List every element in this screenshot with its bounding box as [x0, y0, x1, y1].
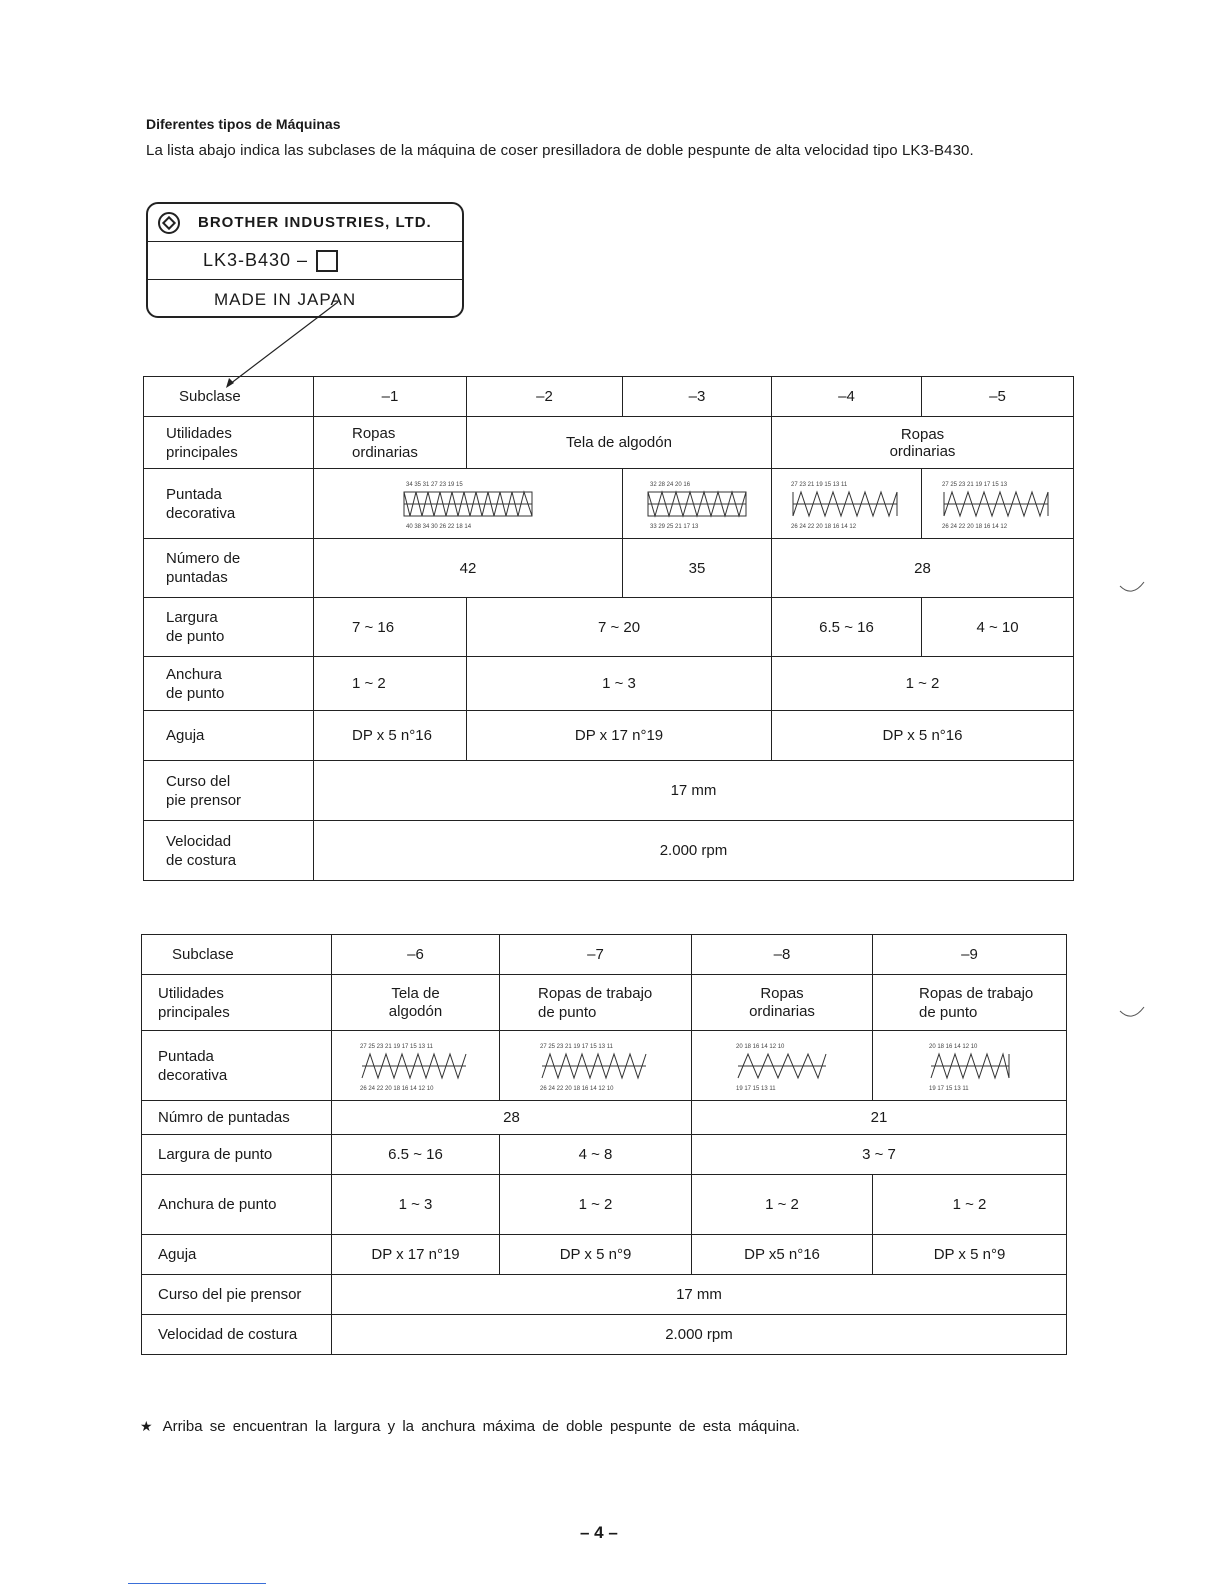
t1-label-subclase: Subclase	[144, 377, 314, 417]
t2-label-puntada-2: decorativa	[158, 1066, 228, 1084]
t2-aguja-9: DP x 5 n°9	[873, 1235, 1067, 1275]
t1-label-largura-1: Largura	[166, 609, 218, 626]
t1-util-4-line2: ordinarias	[889, 442, 956, 460]
t1-anchura-2-3: 1 ~ 3	[467, 657, 772, 711]
t2-aguja-7: DP x 5 n°9	[500, 1235, 692, 1275]
t2-aguja-8: DP x5 n°16	[692, 1235, 873, 1275]
plate-model: LK3-B430 –	[203, 250, 309, 270]
footnote	[140, 1418, 800, 1435]
svg-text:32 28 24 20 16: 32 28 24 20 16	[650, 481, 691, 488]
t2-util-9-line2: de punto	[919, 1003, 978, 1021]
t1-label-velocidad	[144, 821, 314, 881]
star-icon: ★	[140, 1418, 153, 1434]
t1-subclase-3: –3	[623, 377, 772, 417]
t1-aguja-2-3: DP x 17 n°19	[467, 711, 772, 761]
t1-label-utilidades-2: principales	[166, 443, 238, 461]
t2-util-9-line1: Ropas de trabajo	[919, 984, 1034, 1002]
t1-label-curso-1: Curso del	[166, 772, 231, 790]
t1-anchura-4-5: 1 ~ 2	[772, 657, 1074, 711]
plate-company: BROTHER INDUSTRIES, LTD.	[198, 214, 432, 231]
t1-util-1-line1: Ropas	[352, 424, 396, 442]
t1-subclase-5: –5	[922, 377, 1074, 417]
stitch-pattern-35-icon	[642, 476, 752, 532]
t2-util-8-line2: ordinarias	[749, 1002, 815, 1020]
t1-subclase-1: –1	[314, 377, 467, 417]
svg-text:20 18 16 14 12 10: 20 18 16 14 12 10	[928, 1043, 977, 1050]
t2-stitch-8	[692, 1031, 873, 1101]
t2-util-6-line2: algodón	[388, 1002, 443, 1020]
t1-stitch-1-2	[314, 469, 623, 539]
t1-label-utilidades	[144, 417, 314, 469]
t2-label-utilidades	[142, 975, 332, 1031]
bottom-link-line	[128, 1583, 266, 1584]
svg-text:34 35 31 27 23 19 15: 34 35 31 27 23 19 15	[406, 481, 463, 488]
t1-curso: 17 mm	[314, 761, 1074, 821]
t2-label-utilidades-1: Utilidades	[158, 984, 224, 1002]
svg-text:33 29 25 21 17 13: 33 29 25 21 17 13	[650, 523, 699, 530]
t1-label-velocidad-1: Velocidad	[166, 832, 232, 850]
t1-label-utilidades-1: Utilidades	[166, 424, 232, 442]
t1-label-anchura	[144, 657, 314, 711]
stitch-pattern-7-icon	[536, 1038, 656, 1094]
t2-label-subclase: Subclase	[142, 935, 332, 975]
stitch-pattern-28b-icon	[938, 476, 1058, 532]
t1-label-numero	[144, 539, 314, 598]
stitch-pattern-6-icon	[356, 1038, 476, 1094]
t1-label-velocidad-2: de costura	[166, 851, 237, 869]
subclass-table-2	[141, 934, 1067, 1355]
margin-mark-2-icon	[1118, 1005, 1148, 1025]
t1-velocidad: 2.000 rpm	[314, 821, 1074, 881]
t1-largura-4: 6.5 ~ 16	[772, 598, 922, 657]
svg-text:26 24 22 20 18 16 14 12: 26 24 22 20 18 16 14 12	[941, 523, 1007, 530]
t2-label-largura: Largura de punto	[142, 1135, 332, 1175]
t2-util-6	[332, 975, 500, 1031]
svg-text:26 24 22 20 18 16 14 12: 26 24 22 20 18 16 14 12	[790, 523, 856, 530]
intro-text: La lista abajo indica las subclases de la máquina de coser presilladora de doble pespunte de alta velocidad tipo LK3-B430.	[146, 142, 974, 159]
t1-label-puntada-1: Puntada	[166, 485, 222, 503]
t2-util-7-line2: de punto	[538, 1003, 597, 1021]
svg-text:26 24 22 20 18 16 14 12 10: 26 24 22 20 18 16 14 12 10	[359, 1085, 433, 1092]
t1-stitch-4	[772, 469, 922, 539]
t1-label-puntada	[144, 469, 314, 539]
svg-text:26 24 22 20 18 16 14 12 10: 26 24 22 20 18 16 14 12 10	[539, 1085, 613, 1092]
t2-numero-8-9: 21	[692, 1101, 1067, 1135]
t2-stitch-6	[332, 1031, 500, 1101]
t2-largura-8-9: 3 ~ 7	[692, 1135, 1067, 1175]
svg-text:27 25 23 21 19 17 15 13 11: 27 25 23 21 19 17 15 13 11	[539, 1043, 613, 1050]
t2-label-numero: Númro de puntadas	[142, 1101, 332, 1135]
t2-aguja-6: DP x 17 n°19	[332, 1235, 500, 1275]
stitch-pattern-8-icon	[732, 1038, 832, 1094]
t2-subclase-7: –7	[500, 935, 692, 975]
section-heading: Diferentes tipos de Máquinas	[146, 116, 341, 132]
svg-text:19 17 15 13 11: 19 17 15 13 11	[736, 1085, 776, 1092]
t1-util-4-5	[772, 417, 1074, 469]
t2-subclase-8: –8	[692, 935, 873, 975]
t1-label-anchura-2: de punto	[166, 684, 225, 702]
t2-subclase-9: –9	[873, 935, 1067, 975]
t1-util-1-line2: ordinarias	[352, 443, 418, 461]
t2-anchura-6: 1 ~ 3	[332, 1175, 500, 1235]
t1-largura-5: 4 ~ 10	[922, 598, 1074, 657]
plate-company-row	[148, 204, 462, 242]
t1-aguja-1: DP x 5 n°16	[314, 711, 467, 761]
t2-largura-6: 6.5 ~ 16	[332, 1135, 500, 1175]
t1-aguja-4-5: DP x 5 n°16	[772, 711, 1074, 761]
page-number: – 4 –	[580, 1523, 618, 1542]
t1-subclase-4: –4	[772, 377, 922, 417]
t2-numero-6-7: 28	[332, 1101, 692, 1135]
t1-label-anchura-1: Anchura	[166, 665, 222, 683]
plate-model-row	[148, 242, 462, 280]
t1-label-curso-2: pie prensor	[166, 791, 242, 809]
t1-subclase-2: –2	[467, 377, 623, 417]
t2-anchura-8: 1 ~ 2	[692, 1175, 873, 1235]
t2-anchura-7: 1 ~ 2	[500, 1175, 692, 1235]
t2-util-9	[873, 975, 1067, 1031]
t2-largura-7: 4 ~ 8	[500, 1135, 692, 1175]
t2-velocidad: 2.000 rpm	[332, 1315, 1067, 1355]
t1-label-numero-1: Número de	[166, 550, 241, 567]
t1-label-largura-2: de punto	[166, 628, 225, 645]
t2-label-velocidad: Velocidad de costura	[142, 1315, 332, 1355]
t1-util-4-line1: Ropas	[900, 425, 945, 443]
svg-text:20 18 16 14 12 10: 20 18 16 14 12 10	[736, 1043, 785, 1050]
t2-anchura-9: 1 ~ 2	[873, 1175, 1067, 1235]
t2-util-7	[500, 975, 692, 1031]
t1-util-2-3: Tela de algodón	[467, 417, 772, 469]
t1-numero-4-5: 28	[772, 539, 1074, 598]
margin-mark-icon	[1118, 580, 1148, 600]
t1-stitch-5	[922, 469, 1074, 539]
stitch-pattern-28-icon	[787, 476, 907, 532]
t1-largura-1: 7 ~ 16	[314, 598, 467, 657]
t2-label-anchura: Anchura de punto	[142, 1175, 332, 1235]
t2-curso: 17 mm	[332, 1275, 1067, 1315]
t1-label-aguja: Aguja	[144, 711, 314, 761]
t1-numero-3: 35	[623, 539, 772, 598]
t2-stitch-7	[500, 1031, 692, 1101]
t2-label-puntada-1: Puntada	[158, 1047, 214, 1065]
t2-util-8	[692, 975, 873, 1031]
svg-text:27 25 23 21 19 17 15 13: 27 25 23 21 19 17 15 13	[941, 481, 1007, 488]
t1-numero-1-2: 42	[314, 539, 623, 598]
subclass-box	[316, 250, 338, 272]
svg-text:27 23 21 19 15 13 11: 27 23 21 19 15 13 11	[790, 481, 847, 488]
t1-label-numero-2: puntadas	[166, 569, 228, 586]
t2-label-puntada	[142, 1031, 332, 1101]
t1-stitch-3	[623, 469, 772, 539]
t2-util-7-line1: Ropas de trabajo	[538, 984, 653, 1002]
t2-label-aguja: Aguja	[142, 1235, 332, 1275]
t2-label-utilidades-2: principales	[158, 1003, 230, 1021]
brother-logo-icon	[158, 212, 180, 234]
t2-util-8-line1: Ropas	[760, 984, 804, 1002]
t2-label-curso: Curso del pie prensor	[142, 1275, 332, 1315]
svg-text:27 25 23 21 19 17 15 13 11: 27 25 23 21 19 17 15 13 11	[359, 1043, 433, 1050]
t1-anchura-1: 1 ~ 2	[314, 657, 467, 711]
t2-subclase-6: –6	[332, 935, 500, 975]
t1-label-curso	[144, 761, 314, 821]
t2-stitch-9	[873, 1031, 1067, 1101]
stitch-pattern-42-icon	[398, 476, 538, 532]
stitch-pattern-9-icon	[925, 1038, 1015, 1094]
t2-util-6-line1: Tela de	[391, 984, 440, 1002]
svg-text:40 38 34 30 26 22 18 14: 40 38 34 30 26 22 18 14	[406, 523, 472, 530]
footnote-text: Arriba se encuentran la largura y la anchura máxima de doble pespunte de esta máquina.	[162, 1418, 800, 1435]
t1-label-puntada-2: decorativa	[166, 504, 236, 522]
t1-util-1	[314, 417, 467, 469]
subclass-table-1	[143, 376, 1074, 881]
t1-largura-2-3: 7 ~ 20	[467, 598, 772, 657]
svg-text:19 17 15 13 11: 19 17 15 13 11	[928, 1085, 969, 1092]
t1-label-largura	[144, 598, 314, 657]
plate-origin: MADE IN JAPAN	[214, 289, 357, 309]
